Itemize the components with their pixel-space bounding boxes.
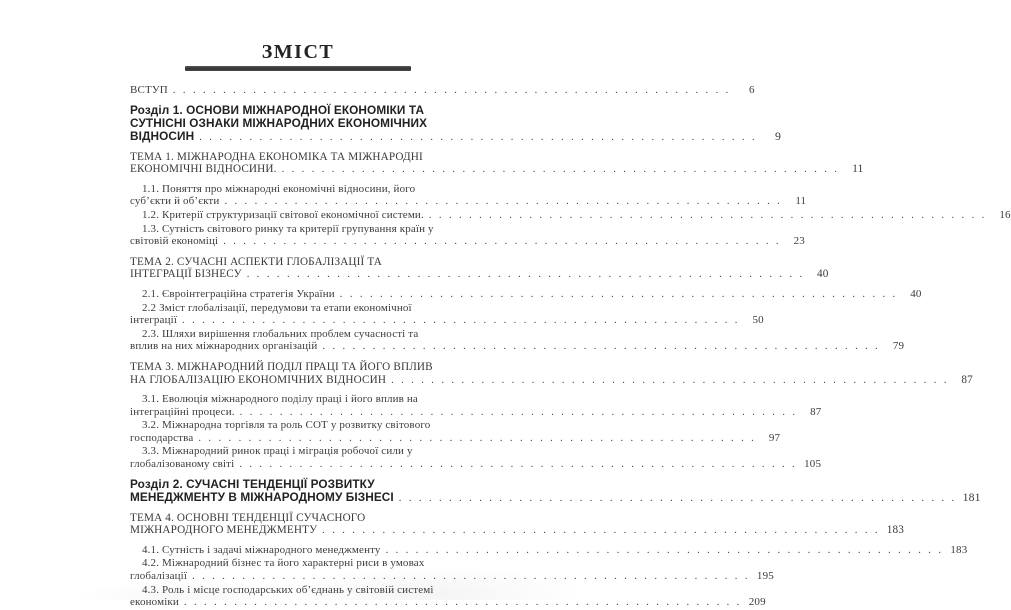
toc-line [130, 183, 466, 196]
toc-entry-sub [130, 419, 781, 445]
toc-line-with-page [130, 458, 822, 472]
toc-line [130, 557, 466, 570]
dot-leader [391, 374, 949, 388]
page-number: 87 [810, 405, 822, 418]
toc-line-with-page [130, 163, 864, 177]
toc-entry-text: ТЕМА 3. МІЖНАРОДНИЙ ПОДІЛ ПРАЦІ ТА ЙОГО ВПЛИВ [130, 360, 433, 373]
toc-line-with-page [130, 543, 968, 558]
dot-leader [198, 432, 756, 446]
page-number: 23 [793, 235, 805, 248]
toc-entry-text: ТЕМА 4. ОСНОВНІ ТЕНДЕНЦІЇ СУЧАСНОГО [130, 511, 366, 524]
toc-entry-sub [130, 543, 968, 558]
toc-entry-text: ЕКОНОМІЧНІ ВІДНОСИНИ. [130, 163, 277, 176]
page-number: 9 [775, 128, 781, 143]
toc-entry-text: інтеграції [130, 314, 178, 327]
toc-entry-sub [130, 182, 807, 209]
dot-leader [282, 163, 840, 177]
dot-leader [240, 406, 798, 420]
toc-line-with-page [130, 489, 981, 505]
toc-line-with-page [130, 84, 755, 98]
toc-entry-text: ІНТЕГРАЦІЇ БІЗНЕСУ [130, 268, 242, 281]
toc-entry-part [130, 102, 781, 144]
toc-entry-text: глобалізованому світі [130, 458, 235, 471]
toc-entry-text: 1.3. Сутність світового ринку та критерії групування країн у [142, 222, 434, 235]
toc-entry-text: 1.1. Поняття про міжнародні економічні відносини, його [142, 182, 416, 195]
toc-line [130, 117, 466, 130]
page-title: ЗМІСТ [261, 41, 335, 63]
page-number: 183 [886, 524, 904, 537]
dot-leader [182, 314, 740, 328]
dot-leader [192, 570, 750, 584]
toc-entry-topic [130, 511, 904, 538]
dot-leader [223, 235, 781, 249]
dot-leader [173, 84, 731, 98]
page-number: 50 [752, 314, 764, 327]
toc-entry-sub [130, 222, 805, 249]
toc-entry-text: 2.2 Зміст глобалізації, передумови та етапи економічної [142, 301, 412, 314]
dot-leader [399, 491, 957, 505]
toc-entry-text: ТЕМА 2. СУЧАСНІ АСПЕКТИ ГЛОБАЛІЗАЦІЇ ТА [130, 255, 383, 268]
toc-line-with-page [130, 431, 781, 446]
toc-entry-text: інтеграційні процеси. [130, 405, 235, 418]
toc-line [130, 584, 466, 597]
toc-line-with-page [130, 596, 766, 610]
toc-entry-text: 3.1. Еволюція міжнародного поділу праці і його вплив на [142, 393, 418, 406]
dot-leader [340, 288, 898, 302]
toc-line-with-page [130, 195, 807, 209]
page-number: 79 [892, 340, 905, 353]
toc-line-with-page [130, 405, 822, 420]
dot-leader [184, 596, 742, 610]
toc-entry-topic [130, 360, 973, 387]
page-number: 105 [804, 458, 822, 471]
dot-leader [199, 130, 757, 144]
dot-leader [322, 524, 880, 538]
toc-line [130, 302, 466, 315]
toc-entry-text: 4.3. Роль і місце господарських об’єднань у світовій системі [142, 583, 434, 596]
toc-entry-text: Розділ 2. СУЧАСНІ ТЕНДЕНЦІЇ РОЗВИТКУ [130, 476, 375, 491]
toc-entry-text: Розділ 1. ОСНОВИ МІЖНАРОДНОЇ ЕКОНОМІКИ ТА [130, 102, 425, 117]
page-number: 209 [748, 596, 766, 609]
toc-line [130, 419, 466, 432]
toc-line [130, 512, 466, 525]
toc-line [130, 151, 466, 164]
toc-entry-sub [130, 393, 822, 419]
toc-line [130, 478, 466, 491]
toc-entry-sub [130, 301, 764, 328]
toc-line-with-page [130, 373, 973, 388]
toc-line [130, 328, 466, 341]
toc-line-with-page [130, 235, 805, 249]
toc-entry-topic [130, 255, 829, 282]
toc-line-with-page [130, 524, 904, 538]
toc-entry-sub [130, 287, 922, 302]
page-number: 40 [817, 268, 829, 281]
page-number: 16 [999, 208, 1011, 221]
toc-line-with-page [130, 268, 829, 282]
toc-entry-text: економіки [130, 596, 179, 609]
page-number: 183 [950, 543, 968, 556]
dot-leader [224, 195, 782, 209]
toc-entry-text: 2.3. Шляхи вирішення глобальних проблем сучасності та [142, 327, 419, 340]
toc-entry-text: МІЖНАРОДНОГО МЕНЕДЖМЕНТУ [130, 524, 318, 537]
toc-entry-text: суб’єкти й об’єкти [130, 195, 220, 208]
toc-entry-part [130, 476, 981, 505]
page-number: 181 [962, 489, 981, 504]
toc-entry-text: 3.3. Міжнародний ринок праці і міграція робочої сили у [142, 445, 413, 458]
toc-entry-sub [130, 208, 1011, 223]
toc-entry-text: ВІДНОСИН [130, 128, 195, 143]
toc-entry-text: господарства [130, 431, 194, 444]
toc-entry-topic [130, 150, 864, 177]
toc-content-column [130, 40, 1011, 610]
toc-entry-sub [130, 583, 766, 610]
page-number: 6 [749, 84, 755, 96]
toc-line [130, 393, 466, 406]
toc-line-with-page [130, 287, 922, 302]
toc-line-with-page [130, 570, 774, 584]
toc-entry-text: світовій економіці [130, 235, 219, 248]
toc-line-with-page [130, 314, 764, 328]
page-number: 195 [756, 570, 774, 583]
toc-line [130, 223, 466, 236]
toc-entry-sub [130, 445, 822, 471]
page-number: 40 [910, 287, 922, 300]
toc-line-with-page [130, 340, 905, 354]
toc-line [130, 361, 466, 374]
page-number: 11 [852, 163, 864, 176]
dot-leader [429, 209, 987, 223]
dot-leader [247, 268, 805, 282]
toc-entry-text: МЕНЕДЖМЕНТУ В МІЖНАРОДНОМУ БІЗНЕСІ [130, 489, 394, 504]
toc-entry-sub [130, 557, 774, 583]
toc-line-with-page [130, 208, 1011, 223]
toc-entry-text: ВСТУП [130, 84, 168, 96]
toc-entry-text: 4.1. Сутність і задачі міжнародного менеджменту [142, 543, 381, 556]
dot-leader [386, 544, 944, 558]
dot-leader [239, 458, 797, 472]
toc-entry-sub [130, 327, 905, 354]
toc-entry-text: 4.2. Міжнародний бізнес та його характерні риси в умовах [142, 557, 425, 570]
page-number: 87 [961, 373, 973, 386]
page-number: 11 [795, 195, 807, 208]
toc-entry-text: 1.2. Критерії структуризації світової економічної системи. [142, 208, 424, 221]
toc-line [130, 256, 466, 269]
toc-entry-text: СУТНІСНІ ОЗНАКИ МІЖНАРОДНИХ ЕКОНОМІЧНИХ [130, 115, 428, 130]
toc-list [130, 84, 1011, 610]
toc-line [130, 445, 466, 458]
title-underline-bar [185, 66, 411, 71]
toc-entry-text: глобалізації [130, 570, 188, 583]
page-number: 97 [768, 431, 781, 444]
toc-entry-text: вплив на них міжнародних організацій [130, 340, 318, 353]
toc-entry-intro [130, 84, 755, 98]
toc-entry-text: ТЕМА 1. МІЖНАРОДНА ЕКОНОМІКА ТА МІЖНАРОДНІ [130, 150, 423, 163]
dot-leader [322, 340, 880, 354]
toc-entry-text: 2.1. Євроінтеграційна стратегія України [142, 287, 335, 300]
toc-entry-text: 3.2. Міжнародна торгівля та роль СОТ у розвитку світового [142, 419, 431, 432]
toc-entry-text: НА ГЛОБАЛІЗАЦІЮ ЕКОНОМІЧНИХ ВІДНОСИН [130, 373, 387, 386]
toc-line-with-page [130, 128, 781, 144]
